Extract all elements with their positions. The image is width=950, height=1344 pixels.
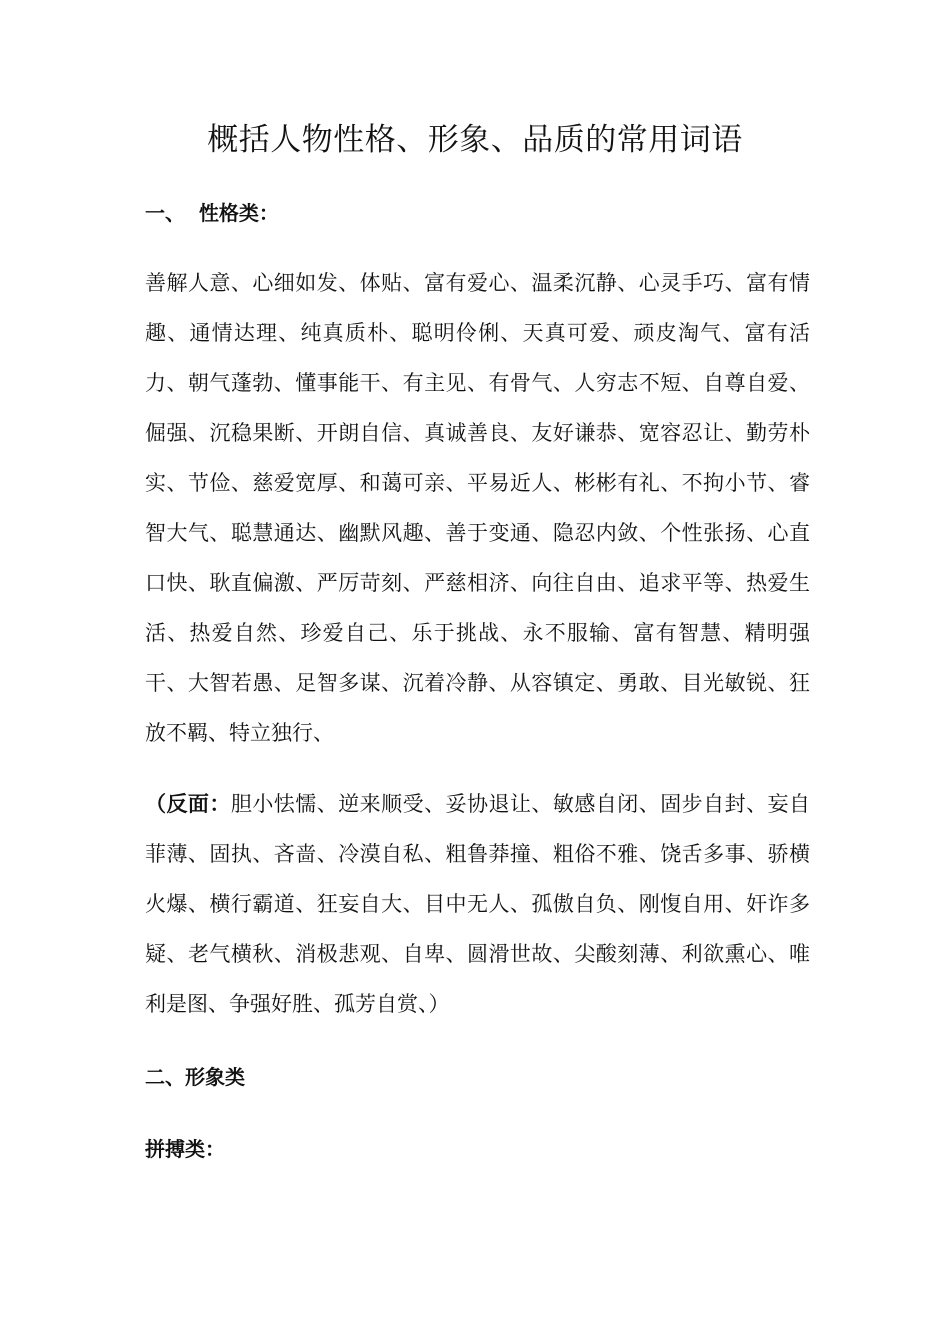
personality-negative-paragraph bbox=[145, 779, 810, 1029]
personality-positive-paragraph: 善解人意、心细如发、体贴、富有爱心、温柔沉静、心灵手巧、富有情趣、通情达理、纯真质朴、聪明伶俐、天真可爱、顽皮淘气、富有活力、朝气蓬勃、懂事能干、有主见、有骨气、人穷志不短、自尊自爱、倔强、沉稳果断、开朗自信、真诚善良、友好谦恭、宽容忍让、勤劳朴实、节俭、慈爱宽厚、和蔼可亲、平易近人、彬彬有礼、不拘小节、睿智大气、聪慧通达、幽默风趣、善于变通、隐忍内敛、个性张扬、心直口快、耿直偏激、严厉苛刻、严慈相济、向往自由、追求平等、热爱生活、热爱自然、珍爱自己、乐于挑战、永不服输、富有智慧、精明强干、大智若愚、足智多谋、沉着冷静、从容镇定、勇敢、目光敏锐、狂放不羁、特立独行、 bbox=[145, 271, 810, 745]
negative-terms: 胆小怯懦、逆来顺受、妥协退让、敏感自闭、固步自封、妄自菲薄、固执、吝啬、冷漠自私、粗鲁莽撞、粗俗不雅、饶舌多事、骄横火爆、横行霸道、狂妄自大、目中无人、孤傲自负、刚愎自用、奸诈多疑、老气横秋、消极悲观、自卑、圆滑世故、尖酸刻薄、利欲熏心、唯利是图、争强好胜、孤芳自赏、） bbox=[145, 792, 811, 1016]
section-heading-struggle: 拼搏类： bbox=[145, 1137, 225, 1161]
negative-label: （反面： bbox=[145, 792, 231, 816]
section-heading-personality: 一、 性格类： bbox=[145, 201, 279, 225]
page-title: 概括人物性格、形象、品质的常用词语 bbox=[207, 122, 743, 158]
section-heading-image: 二、形象类 bbox=[145, 1065, 245, 1089]
